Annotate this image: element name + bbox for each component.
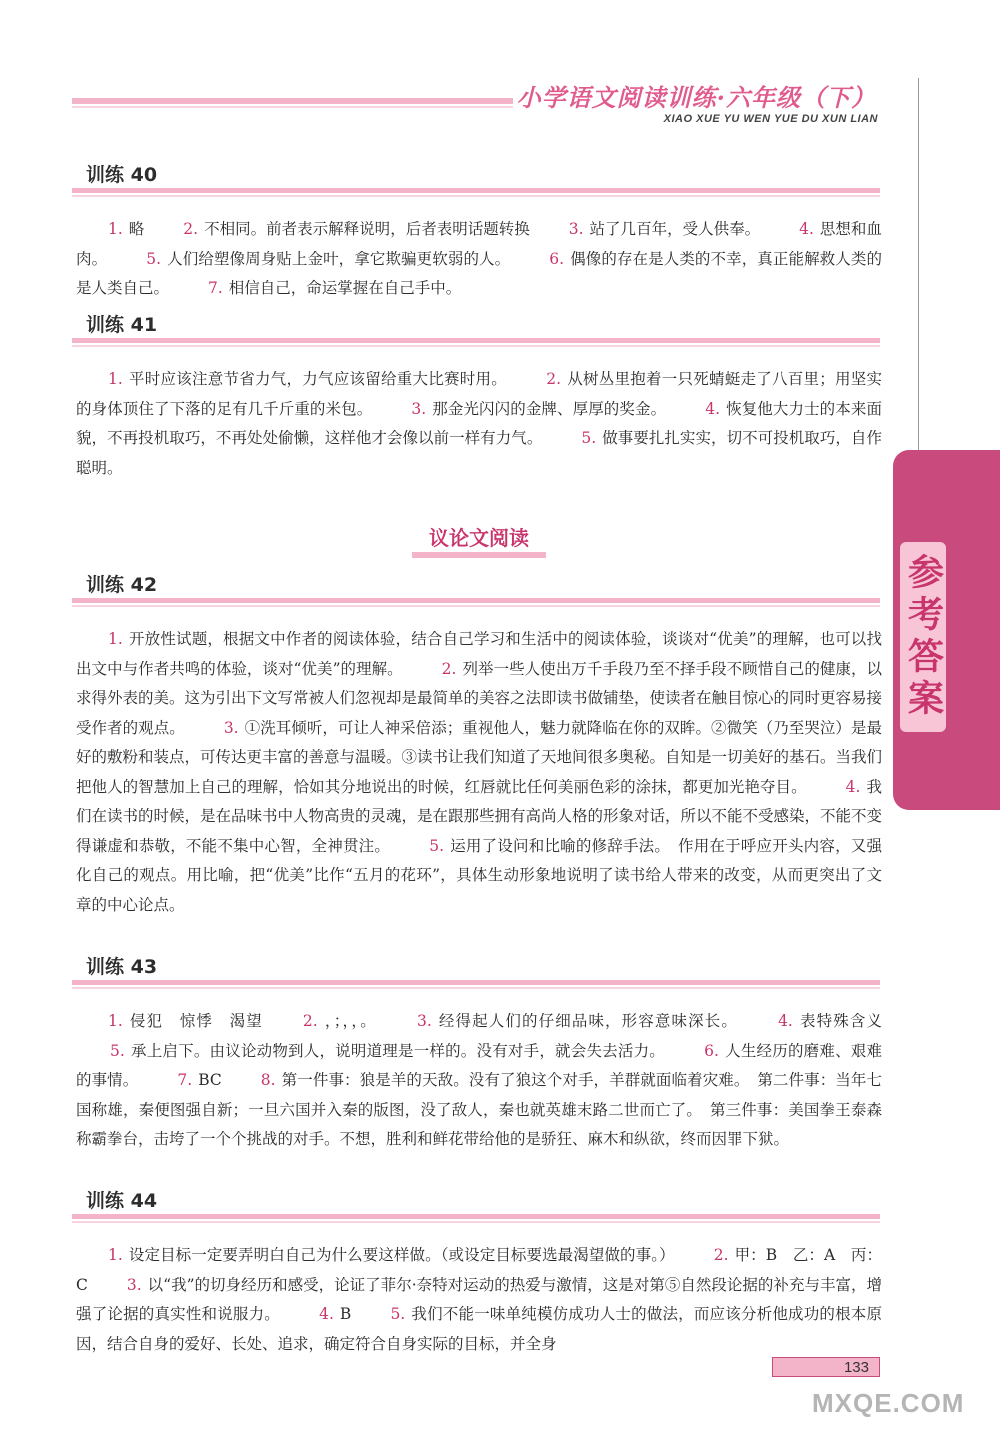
answer-item: 站了几百年，受人供奉。: [589, 220, 761, 238]
section-title: 训练 43: [86, 956, 158, 978]
answer-item: 相信自己，命运掌握在自己手中。: [228, 279, 462, 297]
answer-number: 4.: [705, 399, 721, 418]
answer-item: 我们在读书的时候，是在品味书中人物高贵的灵魂，是在跟那些拥有高尚人格的形象对话，所以不能不受感染，不能不变得谦虚和恭敬，不能不集中心智，全神贯注。: [76, 777, 883, 855]
section-header: [72, 570, 880, 603]
genre-heading-text: 议论文阅读: [429, 526, 529, 550]
answer-text: [72, 625, 882, 920]
answer-number: 2.: [183, 220, 199, 238]
answer-item: 开放性试题，根据文中作者的阅读体验，结合自己学习和生活中的阅读体验，谈谈对“优美”的理解，也可以找出文中与作者共鸣的体验，谈对“优美”的理解。: [76, 630, 882, 678]
answer-number: 5.: [146, 249, 162, 268]
answer-number: 6.: [704, 1041, 719, 1060]
answer-item: ①洗耳倾听，可让人神采倍添；重视他人，魅力就降临在你的双眸。②微笑（乃至哭泣）是最好的敷粉和装点，可传达更丰富的善意与温暖。③读书让我们知道了天地间很多奥秘。自知是一切美好的基石。当我们把他人的智慧加上自己的理解，恰如其分地说出的时候，红唇就比任何美丽色彩的涂抹，都更加光艳夺目。: [76, 718, 883, 796]
answer-item: 做事要扎扎实实，切不可投机取巧，自作聪明。: [76, 429, 882, 477]
answer-text: [72, 215, 882, 304]
answer-number: 1.: [108, 630, 123, 648]
section-training-40: [72, 160, 880, 304]
answer-item: 不相同。前者表示解释说明，后者表明话题转换: [204, 220, 530, 238]
answer-item: 从树丛里抱着一只死蜻蜓走了八百里；用坚实的身体顶住了下落的足有几千斤重的米包。: [76, 370, 882, 418]
answer-number: 3.: [411, 399, 427, 418]
answer-number: 2.: [441, 659, 457, 678]
genre-heading: [412, 522, 546, 558]
answer-number: 8.: [260, 1071, 276, 1089]
answer-item: 侵犯 惊悸 渴望: [128, 1012, 263, 1030]
answer-number: 4.: [319, 1305, 334, 1323]
answer-text: [72, 1241, 882, 1359]
answer-number: 7.: [177, 1071, 193, 1089]
answer-number: 3.: [416, 1012, 432, 1030]
answer-number: 1.: [108, 370, 123, 388]
section-header: [72, 1186, 880, 1219]
answer-item: 恢复他大力士的本来面貌，不再投机取巧，不再处处偷懒，这样他才会像以前一样有力气。: [76, 399, 882, 447]
book-subtitle: XIAO XUE YU WEN YUE DU XUN LIAN: [663, 113, 878, 125]
answer-item: 人们给塑像周身贴上金叶，拿它欺骗更软弱的人。: [167, 249, 511, 268]
answer-number: 5.: [110, 1041, 125, 1060]
answer-item: 平时应该注意节省力气，力气应该留给重大比赛时用。: [128, 370, 508, 388]
answer-item: BC: [198, 1071, 222, 1089]
answer-number: 4.: [845, 777, 861, 796]
answer-number: 2.: [546, 370, 561, 388]
section-title: 训练 40: [86, 164, 158, 186]
answer-item: 第一件事：狼是羊的天敌。没有了狼这个对手，羊群就面临着灾难。 第二件事：当年七国称雄，秦便图强自新；一旦六国并入秦的版图，没了敌人，秦也就英雄末路二世而亡了。 第三件事：美国拳王泰森称霸拳台，击垮了一个个挑战的对手。不想，胜利和鲜花带给他的是骄狂、麻木和纵欲，终而因罪下狱。: [76, 1071, 882, 1148]
answer-number: 1.: [108, 1012, 123, 1030]
answer-number: 7.: [207, 279, 223, 297]
answer-item: 人生经历的磨难、艰难的事情。: [76, 1041, 882, 1089]
answer-number: 3.: [568, 220, 584, 238]
page-number: 133: [772, 1357, 880, 1377]
margin-rule: [918, 78, 919, 468]
answer-item: 运用了设问和比喻的修辞手法。 作用在于呼应开头内容，又强化自己的观点。用比喻，把“优美”比作“五月的花环”，具体生动形象地说明了读书给人带来的改变，从而更突出了文章的中心论点。: [76, 836, 882, 914]
section-title: 训练 44: [86, 1190, 158, 1212]
answer-number: 6.: [549, 249, 565, 268]
section-training-43: [72, 952, 880, 1155]
answer-item: 那金光闪闪的金牌、厚厚的奖金。: [432, 399, 667, 418]
answer-item: 略: [128, 220, 145, 238]
answer-number: 2.: [713, 1246, 729, 1264]
answer-item: 我们不能一味单纯模仿成功人士的做法，而应该分析他成功的根本原因，结合自身的爱好、长处、追求，确定符合自身实际的目标，并全身: [76, 1305, 882, 1353]
answer-item: 甲：B 乙：A 丙：C: [76, 1246, 882, 1294]
answer-text: [72, 1007, 882, 1155]
section-header: [72, 160, 880, 193]
answer-item: 经得起人们的仔细品味，形容意味深长。: [437, 1012, 739, 1030]
section-training-41: [72, 310, 880, 483]
answer-item: B: [339, 1305, 352, 1323]
answer-item: 承上启下。由议论动物到人，说明道理是一样的。没有对手，就会失去活力。: [130, 1041, 665, 1060]
answer-item: 列举一些人使出万千手段乃至不择手段不顾惜自己的健康，以求得外表的美。这为引出下文写常被人们忽视却是最简单的美容之法即读书做铺垫，使读者在触目惊心的同时更容易接受作者的观点。: [76, 659, 883, 737]
watermark: MXQE.COM: [812, 1388, 965, 1418]
book-title: 小学语文阅读训练·六年级（下）: [513, 78, 880, 113]
side-tab-label: 参考答案: [902, 553, 944, 721]
answer-number: 4.: [799, 220, 814, 238]
answer-item: 设定目标一定要弄明白自己为什么要这样做。（或设定目标要选最渴望做的事。）: [128, 1246, 675, 1264]
answer-number: 1.: [108, 220, 123, 238]
answer-number: 1.: [108, 1246, 123, 1264]
answer-item: ，；，，。: [323, 1012, 377, 1030]
section-title: 训练 41: [86, 314, 158, 336]
section-training-44: [72, 1186, 883, 1359]
answer-number: 3.: [223, 718, 239, 737]
answer-number: 4.: [778, 1012, 793, 1030]
answer-item: 思想和血肉。: [76, 220, 882, 268]
answer-number: 5.: [390, 1305, 406, 1323]
answer-number: 2.: [302, 1012, 318, 1030]
answer-number: 5.: [429, 836, 445, 855]
answer-number: 3.: [126, 1275, 142, 1294]
side-tab-label-box: [900, 542, 946, 732]
answer-item: 偶像的存在是人类的不幸，真正能解救人类的是人类自己。: [76, 249, 882, 297]
section-title: 训练 42: [86, 574, 158, 596]
answer-number: 5.: [581, 429, 597, 447]
section-header: [72, 310, 880, 343]
section-header: [72, 952, 880, 985]
answer-item: 以“我”的切身经历和感受，论证了菲尔·奈特对运动的热爱与激情，这是对第⑤自然段论据的补充与丰富，增强了论据的真实性和说服力。: [76, 1275, 883, 1323]
answer-item: 表特殊含义: [798, 1012, 882, 1030]
section-training-42: [72, 570, 883, 920]
answer-text: [72, 365, 882, 483]
